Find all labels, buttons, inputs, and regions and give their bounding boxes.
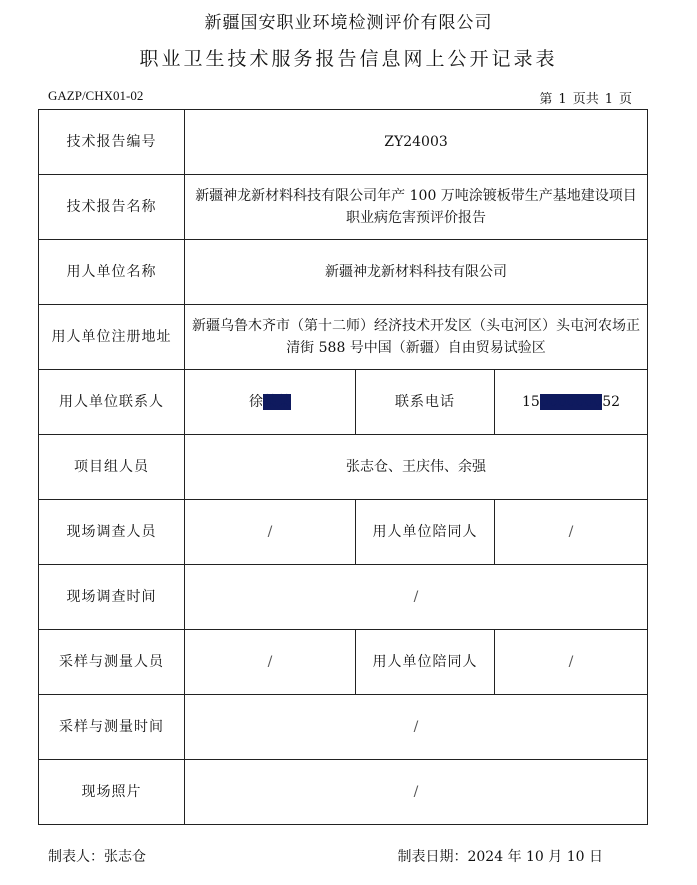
report-no-value: ZY24003	[185, 110, 648, 175]
table-row	[39, 175, 648, 240]
table-row	[39, 500, 648, 565]
phone-label: 联系电话	[356, 370, 495, 435]
site-survey-value: /	[185, 500, 356, 565]
photos-value: /	[185, 760, 648, 825]
phone-redaction: 0000000	[539, 394, 603, 410]
page-prefix: 第	[539, 92, 553, 107]
table-maker: 制表人：张志仓	[48, 849, 146, 865]
table-row	[39, 630, 648, 695]
unit-address-value: 新疆乌鲁木齐市（第十二师）经济技术开发区（头屯河区）头屯河农场正清街 588 号中国（新疆）自由贸易试验区	[185, 305, 648, 370]
report-no-label: 技术报告编号	[39, 110, 185, 175]
survey-time-label: 现场调查时间	[39, 565, 185, 630]
contact-name-visible: 徐	[249, 394, 263, 410]
table-row	[39, 370, 648, 435]
photos-label: 现场照片	[39, 760, 185, 825]
sampling-value: /	[185, 630, 356, 695]
table-row	[39, 760, 648, 825]
site-survey-label: 现场调查人员	[39, 500, 185, 565]
unit-address-label: 用人单位注册地址	[39, 305, 185, 370]
page-mid: 页共	[572, 92, 599, 107]
sampling-escort-label: 用人单位陪同人	[356, 630, 495, 695]
team-value: 张志仓、王庆伟、余强	[185, 435, 648, 500]
page-suffix: 页	[618, 92, 632, 107]
contact-label: 用人单位联系人	[39, 370, 185, 435]
page-indicator	[536, 88, 635, 107]
contact-name-redaction: 某某	[263, 394, 291, 410]
contact-name	[185, 370, 356, 435]
table-row	[39, 565, 648, 630]
sampling-time-label: 采样与测量时间	[39, 695, 185, 760]
sampling-time-value: /	[185, 695, 648, 760]
company-name: 新疆国安职业环境检测评价有限公司	[204, 13, 493, 33]
table-row	[39, 305, 648, 370]
table-row	[39, 695, 648, 760]
survey-time-value: /	[185, 565, 648, 630]
phone-suffix: 52	[602, 394, 621, 410]
page-total: 1	[604, 92, 613, 107]
sampling-label: 采样与测量人员	[39, 630, 185, 695]
document-code: GAZP/CHX01-02	[48, 88, 144, 103]
site-escort-label: 用人单位陪同人	[356, 500, 495, 565]
table-row	[39, 240, 648, 305]
table-row	[39, 110, 648, 175]
phone-value	[495, 370, 648, 435]
page-title: 职业卫生技术服务报告信息网上公开记录表	[139, 48, 558, 70]
report-name-label: 技术报告名称	[39, 175, 185, 240]
table-date: 制表日期：2024 年 10 月 10 日	[397, 849, 603, 865]
report-name-value: 新疆神龙新材料科技有限公司年产 100 万吨涂镀板带生产基地建设项目职业病危害预评价报告	[185, 175, 648, 240]
page-current: 1	[558, 92, 567, 107]
record-table	[38, 109, 648, 825]
unit-name-label: 用人单位名称	[39, 240, 185, 305]
table-row	[39, 435, 648, 500]
unit-name-value: 新疆神龙新材料科技有限公司	[185, 240, 648, 305]
team-label: 项目组人员	[39, 435, 185, 500]
phone-prefix: 15	[522, 394, 540, 410]
sampling-escort-value: /	[495, 630, 648, 695]
site-escort-value: /	[495, 500, 648, 565]
